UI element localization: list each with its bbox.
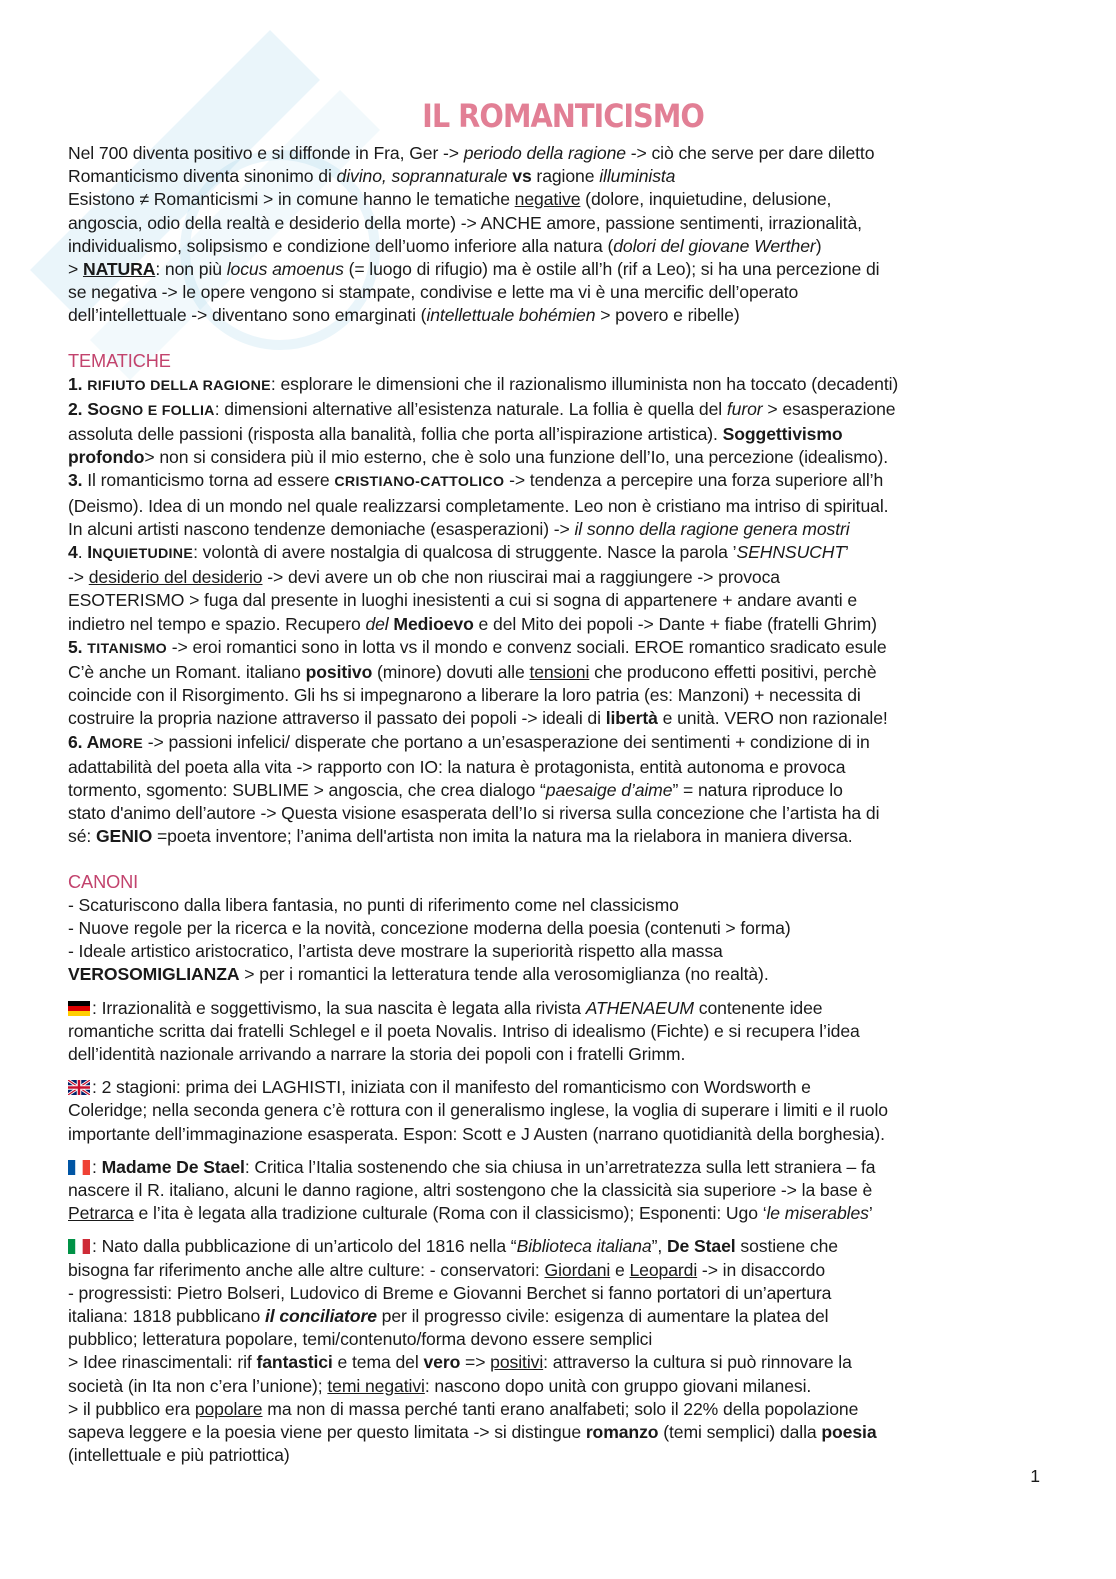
uk-paragraph [68, 1076, 1058, 1146]
page-title: IL ROMANTICISMO [422, 97, 704, 135]
text-line: adattabilità del poeta alla vita -> rapporto con IO: la natura è protagonista, entità autonoma e provoca [68, 756, 846, 777]
text-line: pubblico; letteratura popolare, temi/contenuto/forma devono essere semplici [68, 1329, 653, 1350]
text-line: > il pubblico era popolare ma non di massa perché tanti erano analfabeti; solo il 22% della popolazione [68, 1398, 859, 1419]
text-line: Romanticismo diventa sinonimo di divino, soprannaturale vs ragione illuminista [68, 166, 676, 187]
text-line: 4. INQUIETUDINE: volontà di avere nostalgia di qualcosa di struggente. Nasce la parola ’SEHNSUCHT’ [68, 542, 849, 563]
uk-flag-icon [68, 1080, 90, 1095]
text-line: : Irrazionalità e soggettivismo, la sua nascita è legata alla rivista ATHENAEUM contenente idee [68, 997, 1058, 1020]
text-line: : 2 stagioni: prima dei LAGHISTI, iniziata con il manifesto del romanticismo con Wordsworth e [68, 1076, 1058, 1099]
text-line: sé: GENIO =poeta inventore; l’anima dell'artista non imita la natura ma la rielabora in maniera diversa. [68, 826, 853, 847]
text-line: assoluta delle passioni (risposta alla banalità, follia che porta all’ispirazione artistica). Soggettivismo [68, 424, 843, 445]
france-flag-icon [68, 1160, 90, 1175]
canoni-section [68, 871, 1058, 987]
text-line: dell’intellettuale -> diventano sono emarginati (intellettuale bohémien > povero e ribelle) [68, 305, 740, 326]
text-line: -> desiderio del desiderio -> devi avere un ob che non riuscirai mai a raggiungere -> provoca [68, 567, 780, 588]
germany-paragraph [68, 997, 1058, 1067]
italy-paragraph [68, 1235, 1058, 1467]
text-line: - Scaturiscono dalla libera fantasia, no punti di riferimento come nel classicismo [68, 894, 679, 915]
text-line: stato d'animo dell’autore -> Questa visione esasperata dell’Io si riversa sulla concezione che l’artista ha di [68, 803, 880, 824]
text-line: 1. RIFIUTO DELLA RAGIONE: esplorare le dimensioni che il razionalismo illuminista non ha toccato (decadenti) [68, 373, 899, 394]
text-line: italiana: 1818 pubblicano il conciliatore per il progresso civile: esigenza di aumentare la platea del [68, 1305, 829, 1326]
section-heading-canoni: CANONI [68, 871, 139, 892]
text-line: costruire la propria nazione attraverso il passato dei popoli -> ideali di libertà e unità. VERO non razionale! [68, 708, 888, 729]
text-line: > Idee rinascimentali: rif fantastici e tema del vero => positivi: attraverso la cultura si può rinnovare la [68, 1352, 852, 1373]
text-line: Esistono ≠ Romanticismi > in comune hanno le tematiche negative (dolore, inquietudine, delusione, [68, 189, 832, 210]
text-line: (intellettuale e più patriottica) [68, 1445, 290, 1466]
text-line: ESOTERISMO > fuga dal presente in luoghi inesistenti a cui si sogna di appartenere + andare avanti e [68, 590, 858, 611]
text-line: VEROSOMIGLIANZA > per i romantici la letteratura tende alla verosomiglianza (no realtà). [68, 964, 769, 985]
italy-flag-icon [68, 1239, 90, 1254]
text-line: In alcuni artisti nascono tendenze demoniache (esasperazioni) -> il sonno della ragione genera mostri [68, 518, 850, 539]
page-number: 1 [1030, 1466, 1040, 1486]
text-line: Nel 700 diventa positivo e si diffonde in Fra, Ger -> periodo della ragione -> ciò che serve per dare diletto [68, 143, 875, 163]
text-line: > NATURA: non più locus amoenus (= luogo di rifugio) ma è ostile all’h (rif a Leo); si ha una percezione di [68, 259, 880, 280]
text-line: importante dell’immaginazione esasperata. Espon: Scott e J Austen (narrano quotidianità della borghesia). [68, 1123, 885, 1144]
document-body [68, 0, 1058, 1467]
text-line: 5. TITANISMO -> eroi romantici sono in lotta vs il mondo e convenz sociali. EROE romantico sradicato esule [68, 636, 887, 657]
tematiche-section [68, 350, 1058, 849]
section-heading-tematiche: TEMATICHE [68, 350, 171, 371]
text-line: 3. Il romanticismo torna ad essere CRISTIANO-CATTOLICO -> tendenza a percepire una forza superiore all’h [68, 470, 884, 491]
text-line: coincide con il Risorgimento. Gli hs si impegnarono a liberare la loro patria (es: Manzoni) + necessita di [68, 685, 861, 706]
text-line: profondo> non si considera più il mio esterno, che è solo una funzione dell’Io, una percezione (idealismo). [68, 447, 889, 468]
text-line: se negativa -> le opere vengono si stampate, condivise e lette ma vi è una mercific dell’operato [68, 282, 799, 303]
text-line: 6. AMORE -> passioni infelici/ disperate che portano a un’esasperazione dei sentimenti + condizione di in [68, 731, 870, 752]
germany-flag-icon [68, 1001, 90, 1016]
text-line: : Madame De Stael: Critica l’Italia sostenendo che sia chiusa in un’arretratezza sulla lett straniera – fa [68, 1156, 1058, 1179]
text-line: Coleridge; nella seconda genera c’è rottura con il generalismo inglese, la voglia di superare i limiti e il ruolo [68, 1100, 888, 1121]
text-line: Petrarca e l’ita è legata alla tradizione culturale (Roma con il classicismo); Esponenti: Ugo ‘le miserables’ [68, 1203, 873, 1224]
text-line: romantiche scritta dai fratelli Schlegel e il poeta Novalis. Intriso di idealismo (Fichte) e si recupera l’idea [68, 1020, 860, 1041]
text-line: sapeva leggere e la poesia viene per questo limitata -> si distingue romanzo (temi semplici) dalla poesia [68, 1421, 877, 1442]
text-line: C’è anche un Romant. italiano positivo (minore) dovuti alle tensioni che producono effetti positivi, perchè [68, 662, 877, 683]
text-line: tormento, sgomento: SUBLIME > angoscia, che crea dialogo “paesaige d’aime” = natura riproduce lo [68, 780, 843, 801]
text-line: dell’identità nazionale arrivando a narrare la storia dei popoli con i fratelli Grimm. [68, 1043, 686, 1064]
text-line: bisogna far riferimento anche alle altre culture: - conservatori: Giordani e Leopardi -> in disaccordo [68, 1259, 826, 1280]
text-line: - Nuove regole per la ricerca e la novità, concezione moderna della poesia (contenuti > forma) [68, 917, 791, 938]
text-line: nascere il R. italiano, alcuni le danno ragione, altri sostengono che la classicità sia superiore -> la base è [68, 1179, 873, 1200]
text-line: (Deismo). Idea di un mondo nel quale realizzarsi completamente. Leo non è cristiano ma intriso di spiritual. [68, 495, 889, 516]
text-line: angoscia, odio della realtà e desiderio della morte) -> ANCHE amore, passione sentimenti, irrazionalità, [68, 212, 862, 233]
intro-block [68, 142, 1058, 328]
text-line: - Ideale artistico aristocratico, l’artista deve mostrare la superiorità rispetto alla massa [68, 941, 723, 962]
text-line: indietro nel tempo e spazio. Recupero del Medioevo e del Mito dei popoli -> Dante + fiabe (fratelli Ghrim) [68, 613, 877, 634]
text-line: individualismo, solipsismo e condizione dell’uomo inferiore alla natura (dolori del giovane Werther) [68, 235, 822, 256]
text-line: - progressisti: Pietro Bolseri, Ludovico di Breme e Giovanni Berchet si fanno portatori di un’apertura [68, 1282, 832, 1303]
text-line: società (in Ita non c’era l’unione); temi negativi: nascono dopo unità con gruppo giovani milanesi. [68, 1375, 812, 1396]
text-line: 2. SOGNO E FOLLIA: dimensioni alternative all’esistenza naturale. La follia è quella del furor > esasperazione [68, 398, 896, 419]
france-paragraph [68, 1156, 1058, 1226]
text-line: : Nato dalla pubblicazione di un’articolo del 1816 nella “Biblioteca italiana”, De Stael sostiene che [68, 1235, 1058, 1258]
